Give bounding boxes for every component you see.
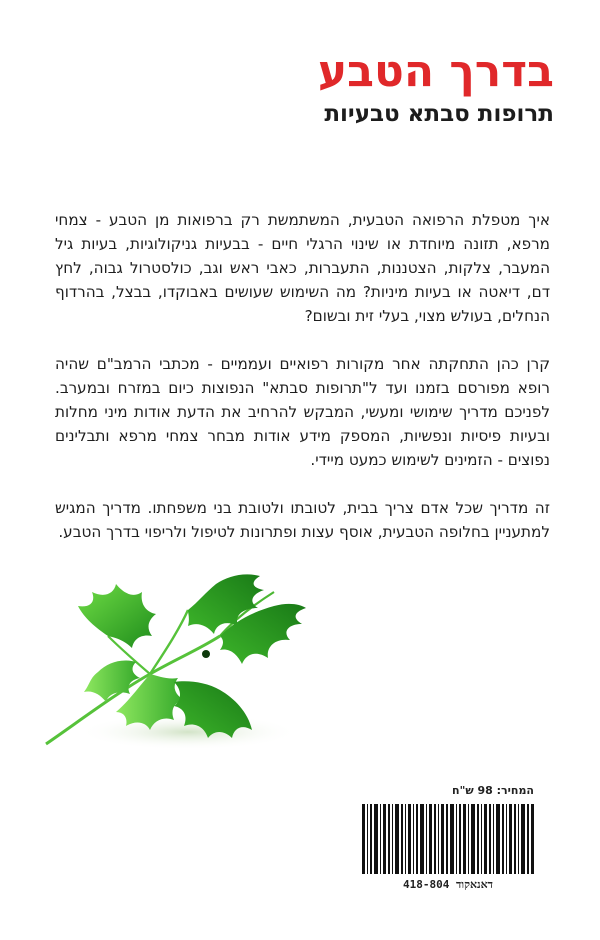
book-title: בדרך הטבע xyxy=(317,46,554,97)
barcode-icon xyxy=(362,804,534,874)
title-block xyxy=(154,48,554,128)
book-subtitle: תרופות סבתא טבעיות xyxy=(324,101,554,127)
blurb-paragraph-1: איך מטפלת הרפואה הטבעית, המשתמשת רק ברפואות מן הטבע - צמחי מרפא, תזונה מיוחדת או שינוי הרגלי חיים - בבעיות גניקולוגיות, בעיות גיל המעבר, צלקות, הצטננות, התעברות, כאבי ראש וגב, כולסטרול גבוה, לחץ דם, דיאטה או בעיות מיניות? מה השימוש שעושים באבוקדו, בבצל, בהרדוף הנחלים, בעולש מצוי, בעלי זית ובשום? xyxy=(55,211,550,325)
parsley-icon xyxy=(38,562,308,762)
price-label: המחיר: 98 ש"ח xyxy=(452,784,534,797)
blurb xyxy=(55,208,550,568)
blurb-paragraph-2: קרן כהן התחקתה אחר מקורות רפואיים ועממיים - מכתבי הרמב"ם שהיה רופא מפורסם בזמנו ועד ל"תרופות סבתא" הנפוצות כיום במזרח ובמערב. לפניכם מדריך שימושי ומעשי, המבקש להרחיב את הדעת אודות מיני מחלות ובעיות פיסיות ונפשיות, המספק מידע אודות מבחר צמחי מרפא ותבלינים נפוצים - הזמינים לשימוש כמעט מיידי. xyxy=(55,355,550,469)
product-code: 418-804 דאנאקוד xyxy=(403,878,493,891)
barcode-panel xyxy=(358,778,538,908)
blurb-paragraph-3: זה מדריך שכל אדם צריך בבית, לטובתו ולטובת בני משפחתו. מדריך המגיש למתעניין בחלופה הטבעית, אוסף עצות ופתרונות לטיפול ולריפוי בדרך הטבע. xyxy=(55,499,550,541)
